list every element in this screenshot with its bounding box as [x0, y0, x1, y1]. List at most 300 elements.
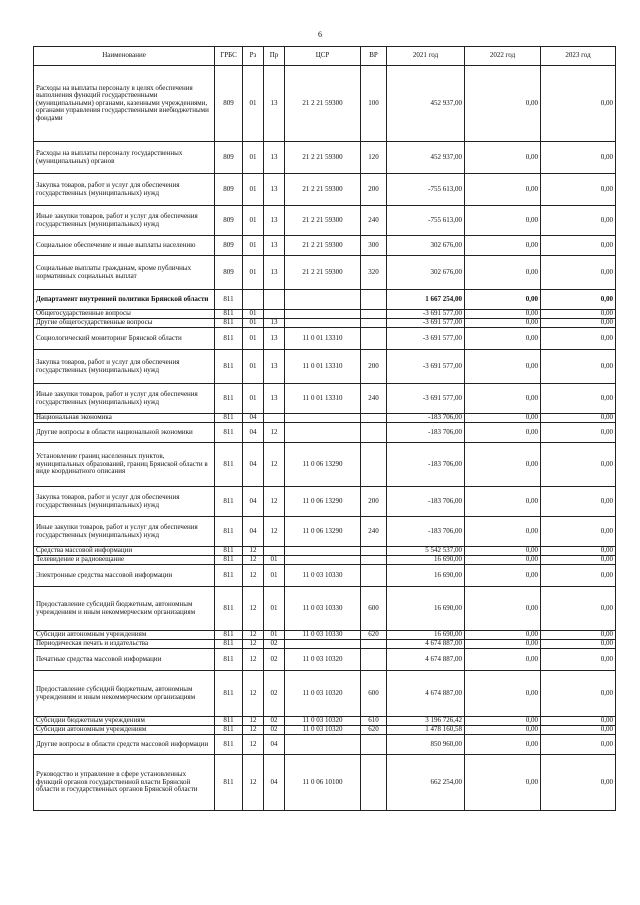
row-2021: 452 937,00: [387, 66, 465, 142]
row-pr: 13: [264, 319, 285, 328]
row-2022: 0,00: [465, 236, 541, 256]
row-name: Департамент внутренней политики Брянской области: [34, 290, 215, 310]
row-rz: 12: [243, 726, 264, 735]
row-2021: 3 196 726,42: [387, 717, 465, 726]
row-2022: 0,00: [465, 726, 541, 735]
table-row: [34, 717, 616, 726]
row-rz: 01: [243, 319, 264, 328]
row-rz: 12: [243, 717, 264, 726]
row-pr: 02: [264, 649, 285, 671]
row-vr: [361, 640, 387, 649]
row-pr: [264, 547, 285, 556]
row-2022: 0,00: [465, 671, 541, 717]
row-pr: 02: [264, 717, 285, 726]
row-rz: 12: [243, 735, 264, 755]
row-vr: 240: [361, 206, 387, 236]
row-grbs: 811: [215, 587, 243, 631]
row-2023: 0,00: [541, 236, 616, 256]
row-vr: 100: [361, 66, 387, 142]
col-header-2022: 2022 год: [465, 47, 541, 66]
row-csr: 11 0 03 10320: [285, 671, 361, 717]
row-2022: 0,00: [465, 517, 541, 547]
row-2021: 302 676,00: [387, 236, 465, 256]
row-csr: 21 2 21 59300: [285, 174, 361, 206]
row-name: Другие общегосударственные вопросы: [34, 319, 215, 328]
row-2021: 16 690,00: [387, 587, 465, 631]
row-grbs: 811: [215, 631, 243, 640]
row-vr: 600: [361, 587, 387, 631]
row-2021: 452 937,00: [387, 142, 465, 174]
row-csr: [285, 423, 361, 443]
row-2023: 0,00: [541, 726, 616, 735]
table-row: [34, 290, 616, 310]
row-grbs: 811: [215, 487, 243, 517]
row-pr: 13: [264, 66, 285, 142]
row-2021: -183 706,00: [387, 414, 465, 423]
row-rz: 04: [243, 414, 264, 423]
row-2023: 0,00: [541, 66, 616, 142]
table-row: [34, 671, 616, 717]
row-grbs: 809: [215, 256, 243, 290]
row-rz: 12: [243, 640, 264, 649]
table-row: [34, 414, 616, 423]
row-2021: 4 674 887,00: [387, 649, 465, 671]
row-csr: 11 0 03 10320: [285, 649, 361, 671]
row-csr: 11 0 01 13310: [285, 384, 361, 414]
row-vr: 300: [361, 236, 387, 256]
table-row: [34, 755, 616, 811]
row-grbs: 809: [215, 66, 243, 142]
row-2023: 0,00: [541, 587, 616, 631]
row-pr: [264, 414, 285, 423]
row-2022: 0,00: [465, 735, 541, 755]
row-vr: 600: [361, 671, 387, 717]
table-row: [34, 726, 616, 735]
row-2022: 0,00: [465, 142, 541, 174]
row-csr: [285, 735, 361, 755]
row-name: Общегосударственные вопросы: [34, 310, 215, 319]
row-rz: 12: [243, 671, 264, 717]
row-rz: 01: [243, 350, 264, 384]
row-csr: [285, 547, 361, 556]
budget-table: [33, 46, 616, 811]
row-2023: 0,00: [541, 414, 616, 423]
table-row: [34, 640, 616, 649]
row-name: Закупка товаров, работ и услуг для обеспечения государственных (муниципальных) нужд: [34, 174, 215, 206]
table-row: [34, 556, 616, 565]
row-2021: -183 706,00: [387, 517, 465, 547]
row-grbs: 811: [215, 565, 243, 587]
row-2022: 0,00: [465, 423, 541, 443]
row-grbs: 809: [215, 142, 243, 174]
row-vr: [361, 565, 387, 587]
row-vr: [361, 310, 387, 319]
row-pr: 13: [264, 174, 285, 206]
row-2022: 0,00: [465, 755, 541, 811]
row-pr: 12: [264, 487, 285, 517]
row-2022: 0,00: [465, 649, 541, 671]
row-2021: 4 674 887,00: [387, 640, 465, 649]
row-name: Предоставление субсидий бюджетным, автономным учреждениям и иным некоммерческим организациям: [34, 587, 215, 631]
row-rz: 01: [243, 174, 264, 206]
row-name: Субсидии бюджетным учреждениям: [34, 717, 215, 726]
row-pr: 13: [264, 350, 285, 384]
row-2022: 0,00: [465, 174, 541, 206]
row-vr: [361, 649, 387, 671]
row-2021: -3 691 577,00: [387, 328, 465, 350]
row-grbs: 811: [215, 556, 243, 565]
row-name: Социальные выплаты гражданам, кроме публичных нормативных социальных выплат: [34, 256, 215, 290]
row-2022: 0,00: [465, 547, 541, 556]
table-row: [34, 547, 616, 556]
row-2023: 0,00: [541, 565, 616, 587]
row-grbs: 811: [215, 328, 243, 350]
row-vr: 620: [361, 631, 387, 640]
row-csr: 11 0 01 13310: [285, 328, 361, 350]
row-2022: 0,00: [465, 319, 541, 328]
row-name: Другие вопросы в области национальной экономики: [34, 423, 215, 443]
row-2021: 5 542 537,00: [387, 547, 465, 556]
row-grbs: 811: [215, 726, 243, 735]
row-2023: 0,00: [541, 319, 616, 328]
row-vr: [361, 414, 387, 423]
table-header-row: [34, 47, 616, 66]
row-2023: 0,00: [541, 328, 616, 350]
col-header-vr: ВР: [361, 47, 387, 66]
row-vr: [361, 319, 387, 328]
row-rz: 01: [243, 328, 264, 350]
row-2022: 0,00: [465, 556, 541, 565]
row-2023: 0,00: [541, 350, 616, 384]
row-pr: 01: [264, 631, 285, 640]
row-rz: 12: [243, 556, 264, 565]
row-2021: -3 691 577,00: [387, 319, 465, 328]
row-vr: 200: [361, 350, 387, 384]
row-2022: 0,00: [465, 640, 541, 649]
row-name: Предоставление субсидий бюджетным, автономным учреждениям и иным некоммерческим организациям: [34, 671, 215, 717]
row-2022: 0,00: [465, 717, 541, 726]
row-name: Социальное обеспечение и иные выплаты населению: [34, 236, 215, 256]
row-pr: 04: [264, 755, 285, 811]
row-2023: 0,00: [541, 443, 616, 487]
row-name: Печатные средства массовой информации: [34, 649, 215, 671]
row-name: Расходы на выплаты персоналу в целях обеспечения выполнения функций государственными (муниципальными) органами, казенными учреждениями, органами управления государственными внебюджетными фондами: [34, 66, 215, 142]
row-pr: 13: [264, 384, 285, 414]
col-header-2021: 2021 год: [387, 47, 465, 66]
row-2022: 0,00: [465, 487, 541, 517]
row-csr: 11 0 06 13290: [285, 443, 361, 487]
row-name: Субсидии автономным учреждениям: [34, 631, 215, 640]
row-pr: 02: [264, 726, 285, 735]
row-grbs: 811: [215, 717, 243, 726]
col-header-csr: ЦСР: [285, 47, 361, 66]
row-pr: 12: [264, 517, 285, 547]
row-2022: 0,00: [465, 310, 541, 319]
row-name: Закупка товаров, работ и услуг для обеспечения государственных (муниципальных) нужд: [34, 487, 215, 517]
row-2022: 0,00: [465, 384, 541, 414]
row-grbs: 809: [215, 174, 243, 206]
row-2021: -183 706,00: [387, 423, 465, 443]
row-vr: [361, 556, 387, 565]
row-2021: -183 706,00: [387, 487, 465, 517]
row-2023: 0,00: [541, 556, 616, 565]
row-pr: 12: [264, 443, 285, 487]
row-vr: 200: [361, 174, 387, 206]
row-grbs: 811: [215, 755, 243, 811]
row-name: Иные закупки товаров, работ и услуг для обеспечения государственных (муниципальных) нужд: [34, 517, 215, 547]
row-csr: 11 0 06 13290: [285, 517, 361, 547]
row-pr: 13: [264, 142, 285, 174]
row-2021: -3 691 577,00: [387, 384, 465, 414]
row-2021: 302 676,00: [387, 256, 465, 290]
row-csr: [285, 290, 361, 310]
table-row: [34, 423, 616, 443]
table-row: [34, 256, 616, 290]
row-vr: [361, 443, 387, 487]
row-2023: 0,00: [541, 631, 616, 640]
row-name: Руководство и управление в сфере установленных функций органов государственной власти Брянской области и государственных органов Брянской области: [34, 755, 215, 811]
row-2021: 16 690,00: [387, 631, 465, 640]
row-2023: 0,00: [541, 142, 616, 174]
row-2022: 0,00: [465, 256, 541, 290]
table-row: [34, 649, 616, 671]
row-vr: 320: [361, 256, 387, 290]
table-row: [34, 142, 616, 174]
table-row: [34, 328, 616, 350]
row-2023: 0,00: [541, 174, 616, 206]
row-grbs: 811: [215, 649, 243, 671]
row-vr: 240: [361, 384, 387, 414]
table-row: [34, 443, 616, 487]
row-pr: 01: [264, 556, 285, 565]
row-2022: 0,00: [465, 587, 541, 631]
row-2023: 0,00: [541, 517, 616, 547]
row-pr: 01: [264, 587, 285, 631]
row-csr: 11 0 03 10320: [285, 726, 361, 735]
row-grbs: 811: [215, 290, 243, 310]
row-rz: [243, 290, 264, 310]
row-2022: 0,00: [465, 414, 541, 423]
row-rz: 01: [243, 142, 264, 174]
row-rz: 01: [243, 384, 264, 414]
row-csr: 11 0 03 10330: [285, 631, 361, 640]
row-grbs: 811: [215, 443, 243, 487]
row-pr: 01: [264, 565, 285, 587]
row-2021: -3 691 577,00: [387, 350, 465, 384]
row-2021: 850 960,00: [387, 735, 465, 755]
row-2023: 0,00: [541, 384, 616, 414]
row-pr: 13: [264, 256, 285, 290]
row-grbs: 811: [215, 671, 243, 717]
row-2023: 0,00: [541, 755, 616, 811]
row-2021: -3 691 577,00: [387, 310, 465, 319]
row-name: Телевидение и радиовещание: [34, 556, 215, 565]
row-2021: -755 613,00: [387, 206, 465, 236]
table-row: [34, 174, 616, 206]
row-grbs: 811: [215, 310, 243, 319]
row-name: Закупка товаров, работ и услуг для обеспечения государственных (муниципальных) нужд: [34, 350, 215, 384]
row-grbs: 811: [215, 423, 243, 443]
row-pr: 13: [264, 206, 285, 236]
row-csr: [285, 319, 361, 328]
row-2021: 1 667 254,00: [387, 290, 465, 310]
row-2021: 16 690,00: [387, 556, 465, 565]
row-grbs: 811: [215, 319, 243, 328]
table-row: [34, 735, 616, 755]
table-row: [34, 384, 616, 414]
row-name: Субсидии автономным учреждениям: [34, 726, 215, 735]
row-rz: 01: [243, 310, 264, 319]
row-vr: [361, 423, 387, 443]
row-name: Иные закупки товаров, работ и услуг для обеспечения государственных (муниципальных) нужд: [34, 384, 215, 414]
row-2021: 16 690,00: [387, 565, 465, 587]
row-csr: 21 2 21 59300: [285, 142, 361, 174]
row-grbs: 809: [215, 236, 243, 256]
row-rz: 04: [243, 487, 264, 517]
row-name: Иные закупки товаров, работ и услуг для обеспечения государственных (муниципальных) нужд: [34, 206, 215, 236]
row-name: Национальная экономика: [34, 414, 215, 423]
row-2023: 0,00: [541, 735, 616, 755]
row-2022: 0,00: [465, 290, 541, 310]
row-grbs: 811: [215, 735, 243, 755]
row-name: Другие вопросы в области средств массовой информации: [34, 735, 215, 755]
row-vr: 610: [361, 717, 387, 726]
row-pr: 04: [264, 735, 285, 755]
row-pr: 02: [264, 671, 285, 717]
row-pr: [264, 290, 285, 310]
row-rz: 01: [243, 66, 264, 142]
row-name: Электронные средства массовой информации: [34, 565, 215, 587]
table-row: [34, 350, 616, 384]
row-2022: 0,00: [465, 66, 541, 142]
table-row: [34, 487, 616, 517]
row-2023: 0,00: [541, 310, 616, 319]
table-row: [34, 319, 616, 328]
row-csr: 21 2 21 59300: [285, 236, 361, 256]
table-row: [34, 236, 616, 256]
row-2023: 0,00: [541, 649, 616, 671]
row-csr: [285, 414, 361, 423]
row-grbs: 811: [215, 414, 243, 423]
row-csr: [285, 640, 361, 649]
row-pr: 02: [264, 640, 285, 649]
row-csr: 11 0 06 10100: [285, 755, 361, 811]
row-vr: [361, 547, 387, 556]
row-csr: 11 0 03 10330: [285, 565, 361, 587]
row-vr: 620: [361, 726, 387, 735]
row-2023: 0,00: [541, 423, 616, 443]
row-2023: 0,00: [541, 487, 616, 517]
row-rz: 12: [243, 565, 264, 587]
row-pr: 13: [264, 328, 285, 350]
row-vr: 120: [361, 142, 387, 174]
row-rz: 12: [243, 755, 264, 811]
row-2022: 0,00: [465, 565, 541, 587]
row-2023: 0,00: [541, 671, 616, 717]
row-2023: 0,00: [541, 547, 616, 556]
col-header-2023: 2023 год: [541, 47, 616, 66]
table-row: [34, 587, 616, 631]
row-grbs: 811: [215, 517, 243, 547]
row-2022: 0,00: [465, 443, 541, 487]
row-2023: 0,00: [541, 290, 616, 310]
row-2021: -755 613,00: [387, 174, 465, 206]
row-rz: 04: [243, 423, 264, 443]
row-grbs: 811: [215, 350, 243, 384]
row-vr: 240: [361, 517, 387, 547]
row-2022: 0,00: [465, 631, 541, 640]
row-grbs: 811: [215, 640, 243, 649]
row-2023: 0,00: [541, 256, 616, 290]
row-vr: [361, 735, 387, 755]
table-row: [34, 565, 616, 587]
row-name: Средства массовой информации: [34, 547, 215, 556]
row-rz: 01: [243, 256, 264, 290]
row-2021: 662 254,00: [387, 755, 465, 811]
col-header-pr: Пр: [264, 47, 285, 66]
row-2022: 0,00: [465, 350, 541, 384]
row-pr: 12: [264, 423, 285, 443]
table-row: [34, 206, 616, 236]
row-2022: 0,00: [465, 206, 541, 236]
row-2021: 4 674 887,00: [387, 671, 465, 717]
row-name: Социологический мониторинг Брянской области: [34, 328, 215, 350]
row-pr: 13: [264, 236, 285, 256]
row-rz: 01: [243, 206, 264, 236]
row-vr: [361, 755, 387, 811]
row-2021: 1 478 160,58: [387, 726, 465, 735]
row-name: Периодическая печать и издательства: [34, 640, 215, 649]
table-row: [34, 631, 616, 640]
row-csr: 11 0 03 10320: [285, 717, 361, 726]
row-rz: 12: [243, 587, 264, 631]
row-rz: 12: [243, 631, 264, 640]
row-2023: 0,00: [541, 206, 616, 236]
row-vr: [361, 290, 387, 310]
row-grbs: 809: [215, 206, 243, 236]
row-pr: [264, 310, 285, 319]
row-name: Расходы на выплаты персоналу государственных (муниципальных) органов: [34, 142, 215, 174]
page-number: 6: [318, 30, 322, 39]
row-csr: [285, 556, 361, 565]
row-2021: -183 706,00: [387, 443, 465, 487]
row-csr: 11 0 03 10330: [285, 587, 361, 631]
row-csr: 11 0 06 13290: [285, 487, 361, 517]
row-rz: 01: [243, 236, 264, 256]
row-vr: [361, 328, 387, 350]
row-rz: 04: [243, 443, 264, 487]
row-rz: 12: [243, 649, 264, 671]
row-grbs: 811: [215, 547, 243, 556]
row-csr: 21 2 21 59300: [285, 206, 361, 236]
col-header-name: Наименование: [34, 47, 215, 66]
row-rz: 04: [243, 517, 264, 547]
col-header-rz: Рз: [243, 47, 264, 66]
table-row: [34, 66, 616, 142]
table-row: [34, 517, 616, 547]
col-header-grbs: ГРБС: [215, 47, 243, 66]
table-row: [34, 310, 616, 319]
row-csr: 11 0 01 13310: [285, 350, 361, 384]
row-vr: 200: [361, 487, 387, 517]
row-csr: 21 2 21 59300: [285, 256, 361, 290]
row-2023: 0,00: [541, 640, 616, 649]
row-name: Установление границ населенных пунктов, муниципальных образований, границ Брянской области в виде координатного описания: [34, 443, 215, 487]
row-2023: 0,00: [541, 717, 616, 726]
row-csr: [285, 310, 361, 319]
row-2022: 0,00: [465, 328, 541, 350]
row-csr: 21 2 21 59300: [285, 66, 361, 142]
